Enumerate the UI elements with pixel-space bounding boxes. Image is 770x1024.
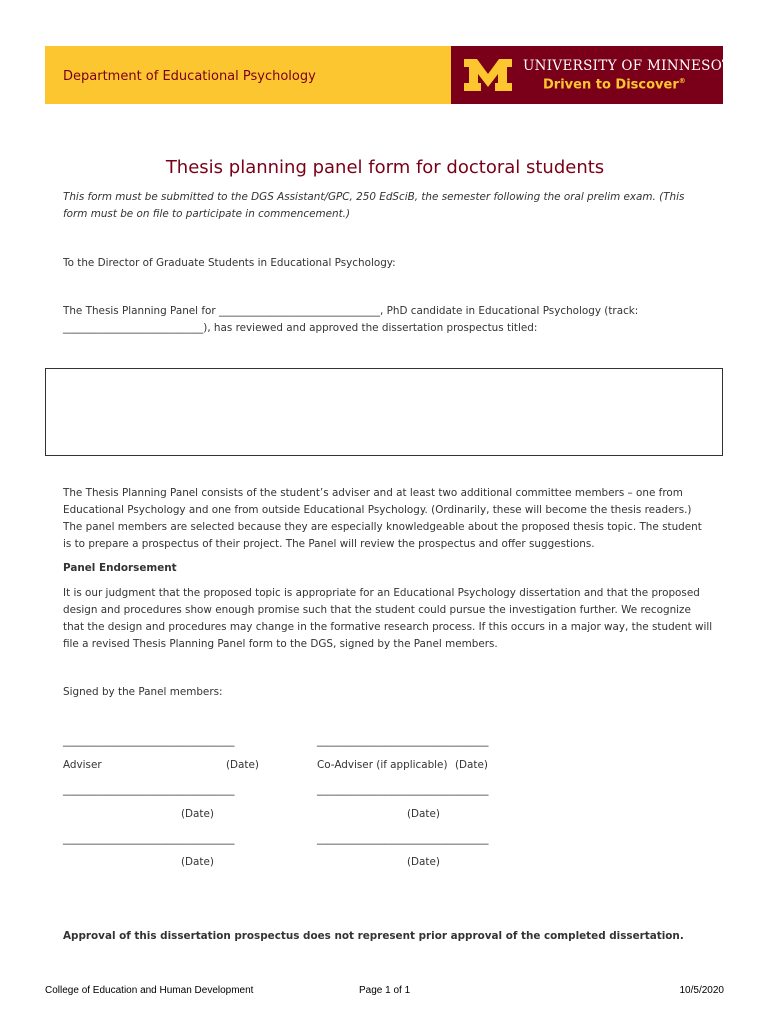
university-brand-block xyxy=(451,46,741,104)
member-date-label: (Date) xyxy=(181,808,214,820)
member-signature-line[interactable]: _________________________________ xyxy=(317,784,489,796)
member-signature-line[interactable]: _________________________________ xyxy=(317,833,489,845)
block-m-logo-icon xyxy=(462,57,514,93)
adviser-signature-line[interactable]: _________________________________ xyxy=(63,735,235,747)
signed-label: Signed by the Panel members: xyxy=(63,686,223,698)
coadviser-signature-line[interactable]: _________________________________ xyxy=(317,735,489,747)
footer-date: 10/5/2020 xyxy=(679,985,724,996)
footer-college: College of Education and Human Development xyxy=(45,985,254,996)
department-name: Department of Educational Psychology xyxy=(63,69,316,84)
tagline xyxy=(543,77,686,92)
footer-page-number: Page 1 of 1 xyxy=(359,985,411,996)
submission-instructions: This form must be submitted to the DGS Assistant/GPC, 250 EdSciB, the semester following the oral prelim exam. (This form must be on file to participate in commencement.) xyxy=(63,191,685,220)
adviser-date-label: (Date) xyxy=(226,759,259,771)
coadviser-date-label: (Date) xyxy=(455,759,488,771)
document-title: Thesis planning panel form for doctoral students xyxy=(165,157,605,178)
member-signature-line[interactable]: _________________________________ xyxy=(63,833,235,845)
member-date-label: (Date) xyxy=(181,856,214,868)
panel-description: The Thesis Planning Panel consists of the student’s adviser and at least two additional committee members – one from Educational Psychology and one from outside Educational Psychology. (Ordinarily, these will become the thesis readers.) The panel members are selected because they are especially knowledgeable about the proposed thesis topic. The student is to prepare a prospectus of their project. The Panel will review the prospectus and offer suggestions. xyxy=(63,487,702,550)
panel-statement: The Thesis Planning Panel for _______________________________, PhD candidate in Educational Psychology (track: ___________________________), has reviewed and approved the dissertation prospectus titled: xyxy=(63,305,639,334)
registered-mark: ® xyxy=(678,77,686,85)
member-signature-line[interactable]: _________________________________ xyxy=(63,784,235,796)
prospectus-title-field[interactable] xyxy=(45,368,723,456)
endorsement-text: It is our judgment that the proposed topic is appropriate for an Educational Psychology dissertation and that the proposed design and procedures show enough promise such that the student could pursue the investigation further. We recognize that the design and procedures may change in the formative research process. If this occurs in a major way, the student will file a revised Thesis Planning Panel form to the DGS, signed by the Panel members. xyxy=(63,587,713,650)
member-date-label: (Date) xyxy=(407,808,440,820)
coadviser-label: Co-Adviser (if applicable) xyxy=(317,759,448,771)
member-date-label: (Date) xyxy=(407,856,440,868)
tagline-text: Driven to Discover xyxy=(543,77,679,93)
university-name: UNIVERSITY OF MINNESOTA xyxy=(523,58,741,74)
endorsement-heading: Panel Endorsement xyxy=(63,562,177,574)
adviser-label: Adviser xyxy=(63,759,102,771)
salutation: To the Director of Graduate Students in Educational Psychology: xyxy=(63,257,396,269)
approval-disclaimer: Approval of this dissertation prospectus does not represent prior approval of the completed dissertation. xyxy=(63,930,684,942)
